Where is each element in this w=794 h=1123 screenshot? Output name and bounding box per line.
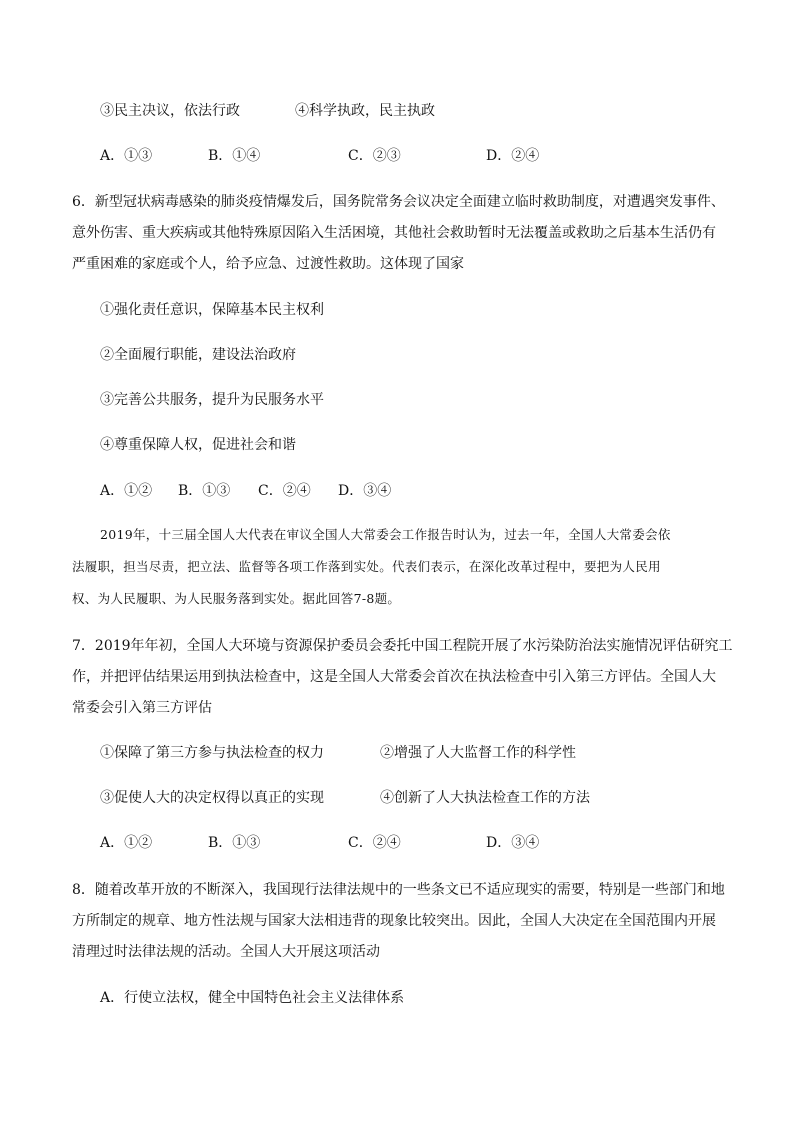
- q7-answer-d: D．③④: [486, 835, 540, 851]
- q6-stem-line-3: 严重困难的家庭或个人，给予应急、过渡性救助。这体现了国家: [72, 256, 464, 272]
- q7-stem-line-2: 作，并把评估结果运用到执法检查中，这是全国人大常委会首次在执法检查中引入第三方评估。全国人大: [72, 669, 716, 685]
- q6-answer-d: D．③④: [338, 483, 392, 499]
- q5-option-3: ③民主决议，依法行政: [100, 103, 240, 119]
- q5-answer-c: C．②③: [348, 148, 401, 164]
- q8-stem-line-3: 清理过时法律法规的活动。全国人大开展这项活动: [72, 944, 380, 960]
- q6-option-1: ①强化责任意识，保障基本民主权利: [100, 302, 324, 318]
- q6-answer-c: C．②④: [258, 483, 311, 499]
- q7-answer-c: C．②④: [348, 835, 401, 851]
- q8-stem-line-1: 8．随着改革开放的不断深入，我国现行法律法规中的一些条文已不适应现实的需要，特别是一些部门和地: [72, 882, 725, 898]
- q7-option-4: ④创新了人大执法检查工作的方法: [380, 790, 590, 806]
- q7-stem-line-3: 常委会引入第三方评估: [72, 700, 212, 716]
- q6-stem-line-2: 意外伤害、重大疾病或其他特殊原因陷入生活困境，其他社会救助暂时无法覆盖或救助之后基本生活仍有: [72, 225, 716, 241]
- material-line-1: 2019年，十三届全国人大代表在审议全国人大常委会工作报告时认为，过去一年，全国人大常委会依: [100, 527, 671, 542]
- q7-answer-a: A．①②: [100, 835, 153, 851]
- q7-answer-b: B．①③: [208, 835, 261, 851]
- q5-answer-a: A．①③: [100, 148, 153, 164]
- q6-option-4: ④尊重保障人权，促进社会和谐: [100, 437, 296, 453]
- q6-answer-b: B．①③: [178, 483, 231, 499]
- q7-option-2: ②增强了人大监督工作的科学性: [380, 745, 576, 761]
- q5-answer-d: D．②④: [486, 148, 540, 164]
- q5-answer-b: B．①④: [208, 148, 261, 164]
- q6-option-3: ③完善公共服务，提升为民服务水平: [100, 392, 324, 408]
- q7-option-1: ①保障了第三方参与执法检查的权力: [100, 745, 324, 761]
- q6-answer-a: A．①②: [100, 483, 153, 499]
- material-line-2: 法履职，担当尽责，把立法、监督等各项工作落到实处。代表们表示，在深化改革过程中，要把为人民用: [72, 559, 661, 574]
- q7-stem-line-1: 7．2019年年初，全国人大环境与资源保护委员会委托中国工程院开展了水污染防治法实施情况评估研究工: [72, 638, 733, 654]
- material-line-3: 权、为人民履职、为人民服务落到实处。据此回答7-8题。: [72, 591, 401, 606]
- q6-stem-line-1: 6．新型冠状病毒感染的肺炎疫情爆发后，国务院常务会议决定全面建立临时救助制度，对遭遇突发事件、: [72, 194, 725, 210]
- q7-option-3: ③促使人大的决定权得以真正的实现: [100, 790, 324, 806]
- q8-option-a: A．行使立法权，健全中国特色社会主义法律体系: [100, 990, 405, 1006]
- q8-stem-line-2: 方所制定的规章、地方性法规与国家大法相违背的现象比较突出。因此，全国人大决定在全国范围内开展: [72, 913, 716, 929]
- q5-option-4: ④科学执政，民主执政: [295, 103, 435, 119]
- q6-option-2: ②全面履行职能，建设法治政府: [100, 347, 296, 363]
